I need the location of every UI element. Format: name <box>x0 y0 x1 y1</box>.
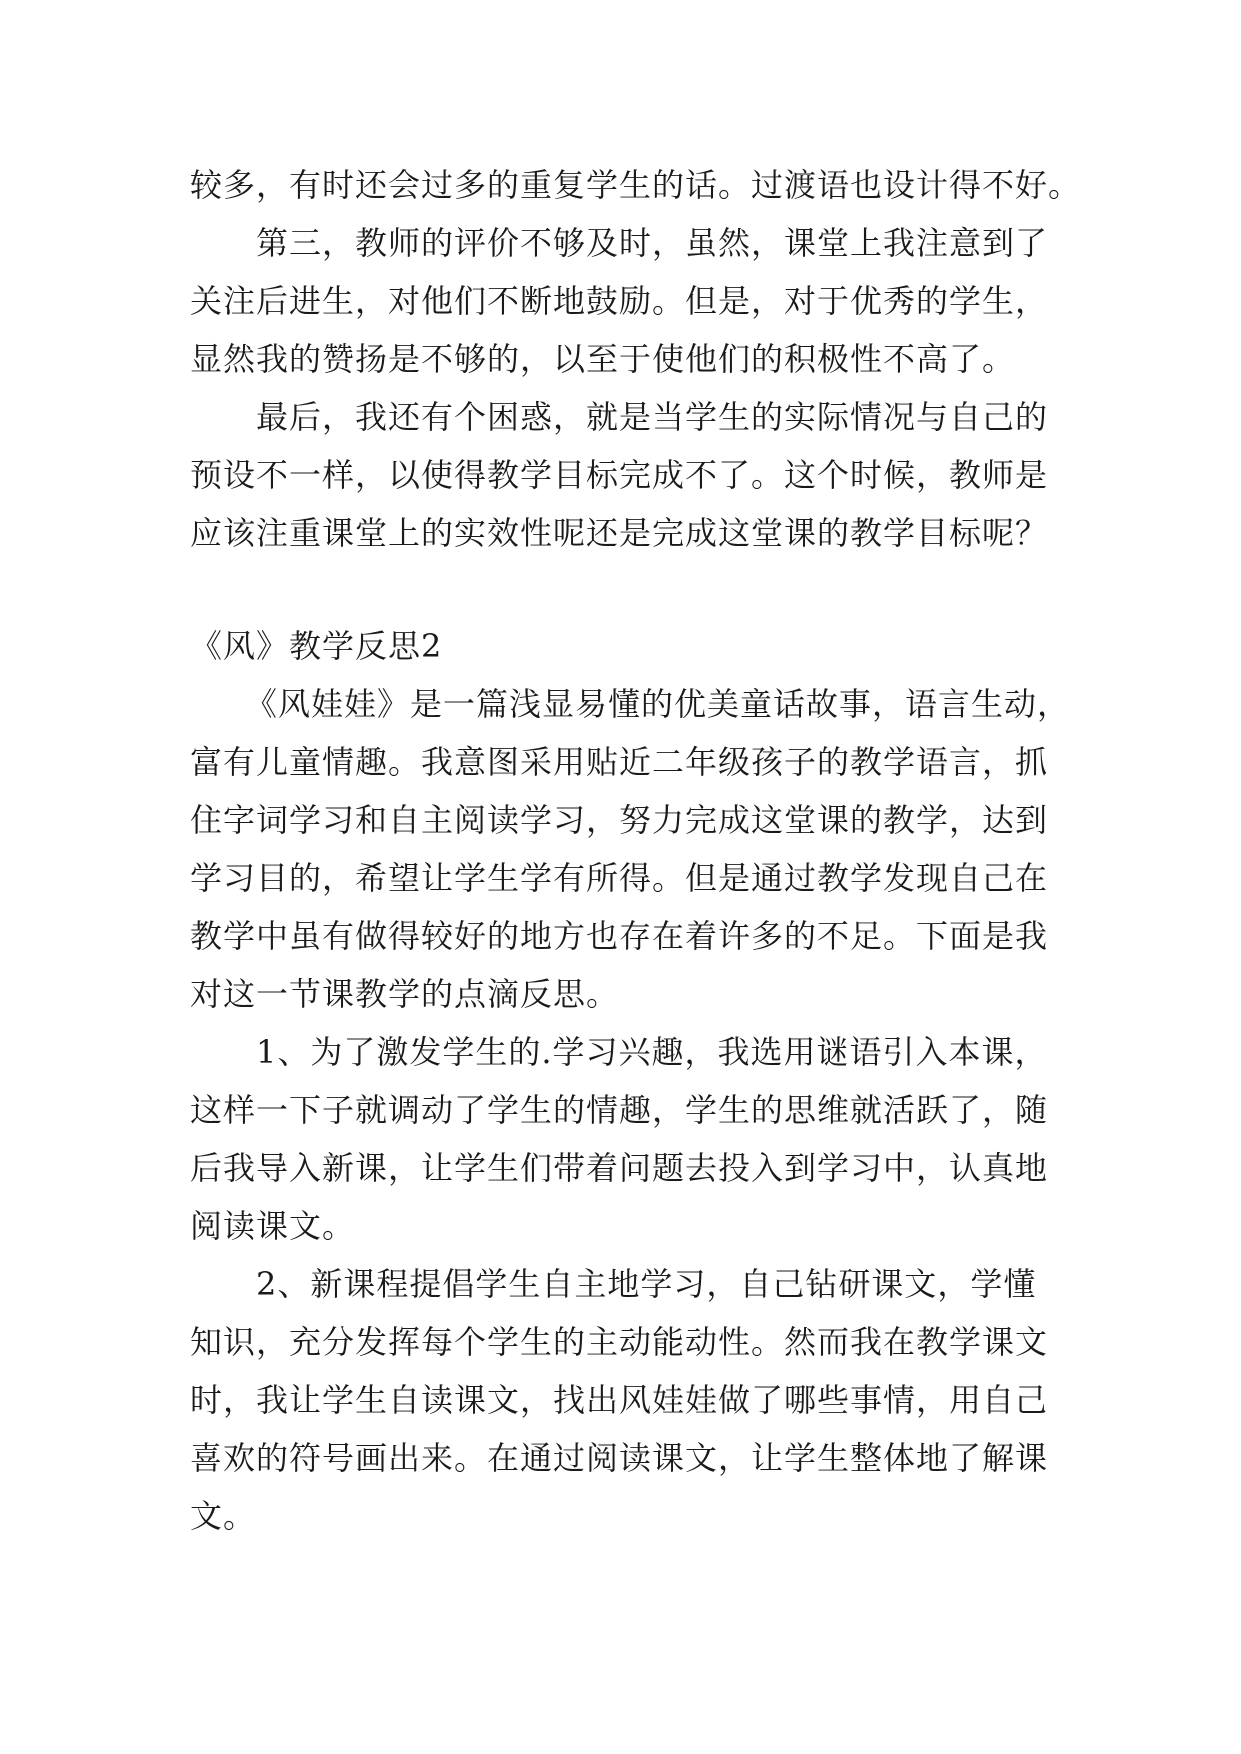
paragraph-line: 1、为了激发学生的.学习兴趣，我选用谜语引入本课， <box>256 1033 1048 1071</box>
paragraph-line: 富有儿童情趣。我意图采用贴近二年级孩子的教学语言，抓 <box>190 743 1049 781</box>
paragraph-line: 这样一下子就调动了学生的情趣，学生的思维就活跃了，随 <box>190 1091 1049 1129</box>
paragraph-line: 知识，充分发挥每个学生的主动能动性。然而我在教学课文 <box>190 1323 1049 1361</box>
paragraph-line: 时，我让学生自读课文，找出风娃娃做了哪些事情，用自己 <box>190 1381 1049 1419</box>
paragraph-line: 住字词学习和自主阅读学习，努力完成这堂课的教学，达到 <box>190 801 1049 839</box>
paragraph-line: 阅读课文。 <box>190 1207 356 1245</box>
paragraph-line: 《风娃娃》是一篇浅显易懂的优美童话故事，语言生动， <box>245 685 1071 723</box>
paragraph-line: 喜欢的符号画出来。在通过阅读课文，让学生整体地了解课 <box>190 1439 1049 1477</box>
paragraph-line: 文。 <box>190 1497 257 1535</box>
paragraph-line: 2、新课程提倡学生自主地学习，自己钻研课文，学懂 <box>256 1265 1037 1303</box>
paragraph-line: 第三，教师的评价不够及时，虽然，课堂上我注意到了 <box>256 224 1049 262</box>
paragraph-line: 对这一节课教学的点滴反思。 <box>190 975 620 1013</box>
paragraph-line: 较多，有时还会过多的重复学生的话。过渡语也设计得不好。 <box>190 166 1082 204</box>
section-title: 《风》教学反思2 <box>190 627 443 665</box>
paragraph-line: 最后，我还有个困惑，就是当学生的实际情况与自己的 <box>256 398 1049 436</box>
paragraph-line: 预设不一样，以使得教学目标完成不了。这个时候，教师是 <box>190 456 1049 494</box>
paragraph-line: 学习目的，希望让学生学有所得。但是通过教学发现自己在 <box>190 859 1049 897</box>
paragraph-line: 教学中虽有做得较好的地方也存在着许多的不足。下面是我 <box>190 917 1049 955</box>
paragraph-line: 应该注重课堂上的实效性呢还是完成这堂课的教学目标呢？ <box>190 514 1049 552</box>
paragraph-line: 关注后进生，对他们不断地鼓励。但是，对于优秀的学生， <box>190 282 1049 320</box>
paragraph-line: 显然我的赞扬是不够的，以至于使他们的积极性不高了。 <box>190 340 1016 378</box>
paragraph-line: 后我导入新课，让学生们带着问题去投入到学习中，认真地 <box>190 1149 1049 1187</box>
